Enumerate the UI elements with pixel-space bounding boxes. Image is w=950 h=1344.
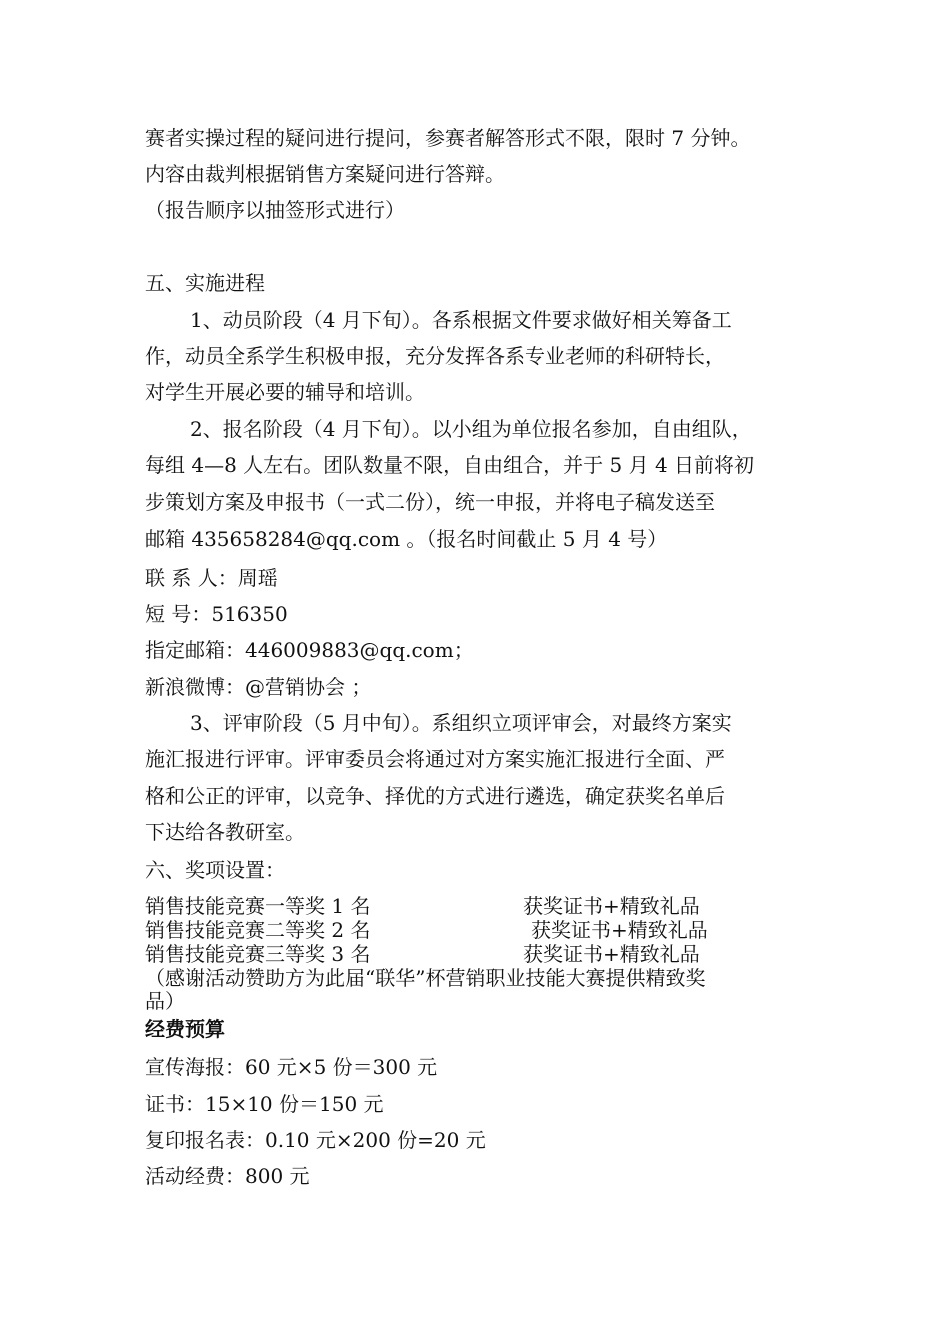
budget-heading: 经费预算 bbox=[145, 1017, 225, 1041]
award-name: 销售技能竞赛二等奖 2 名 bbox=[145, 918, 371, 942]
award-prize: 获奖证书+精致礼品 bbox=[523, 894, 700, 918]
stage2-line-4: 邮箱 435658284@qq.com 。（报名时间截止 5 月 4 号） bbox=[145, 527, 668, 551]
stage1-line-2: 作，动员全系学生积极申报，充分发挥各系专业老师的科研特长， bbox=[145, 344, 725, 368]
sponsor-thanks-line-2: 品） bbox=[145, 989, 185, 1013]
sponsor-thanks-line-1: （感谢活动赞助方为此届“联华”杯营销职业技能大赛提供精致奖 bbox=[145, 966, 706, 990]
section-5-heading: 五、实施进程 bbox=[145, 271, 265, 295]
budget-item: 活动经费：800 元 bbox=[145, 1164, 310, 1188]
award-prize: 获奖证书+精致礼品 bbox=[523, 942, 700, 966]
budget-item: 复印报名表：0.10 元×200 份=20 元 bbox=[145, 1128, 486, 1152]
stage1-line-3: 对学生开展必要的辅导和培训。 bbox=[145, 380, 425, 404]
intro-line-2: 内容由裁判根据销售方案疑问进行答辩。 bbox=[145, 162, 505, 186]
award-name: 销售技能竞赛一等奖 1 名 bbox=[145, 894, 371, 918]
stage3-line-1: 3、评审阶段（5 月中旬）。系组织立项评审会，对最终方案实 bbox=[190, 711, 732, 735]
contact-person: 联 系 人：周瑶 bbox=[145, 566, 278, 590]
stage2-line-2: 每组 4—8 人左右。团队数量不限，自由组合，并于 5 月 4 日前将初 bbox=[145, 453, 755, 477]
contact-short-number: 短 号：516350 bbox=[145, 602, 288, 626]
contact-weibo: 新浪微博：@营销协会 ； bbox=[145, 675, 372, 699]
stage2-line-1: 2、报名阶段（4 月下旬）。以小组为单位报名参加，自由组队， bbox=[190, 417, 752, 441]
stage3-line-2: 施汇报进行评审。评审委员会将通过对方案实施汇报进行全面、严 bbox=[145, 747, 725, 771]
contact-email: 指定邮箱：446009883@qq.com； bbox=[145, 638, 474, 662]
intro-line-3: （报告顺序以抽签形式进行） bbox=[145, 198, 405, 222]
budget-item: 宣传海报：60 元×5 份＝300 元 bbox=[145, 1055, 438, 1079]
stage2-line-3: 步策划方案及申报书（一式二份），统一申报，并将电子稿发送至 bbox=[145, 490, 715, 514]
award-name: 销售技能竞赛三等奖 3 名 bbox=[145, 942, 371, 966]
award-prize: 获奖证书+精致礼品 bbox=[531, 918, 708, 942]
budget-item: 证书：15×10 份＝150 元 bbox=[145, 1092, 384, 1116]
stage3-line-3: 格和公正的评审，以竞争、择优的方式进行遴选，确定获奖名单后 bbox=[145, 784, 725, 808]
intro-line-1: 赛者实操过程的疑问进行提问，参赛者解答形式不限，限时 7 分钟。 bbox=[145, 126, 751, 150]
section-6-heading: 六、奖项设置： bbox=[145, 858, 285, 882]
stage3-line-4: 下达给各教研室。 bbox=[145, 820, 305, 844]
stage1-line-1: 1、动员阶段（4 月下旬）。各系根据文件要求做好相关筹备工 bbox=[190, 308, 732, 332]
